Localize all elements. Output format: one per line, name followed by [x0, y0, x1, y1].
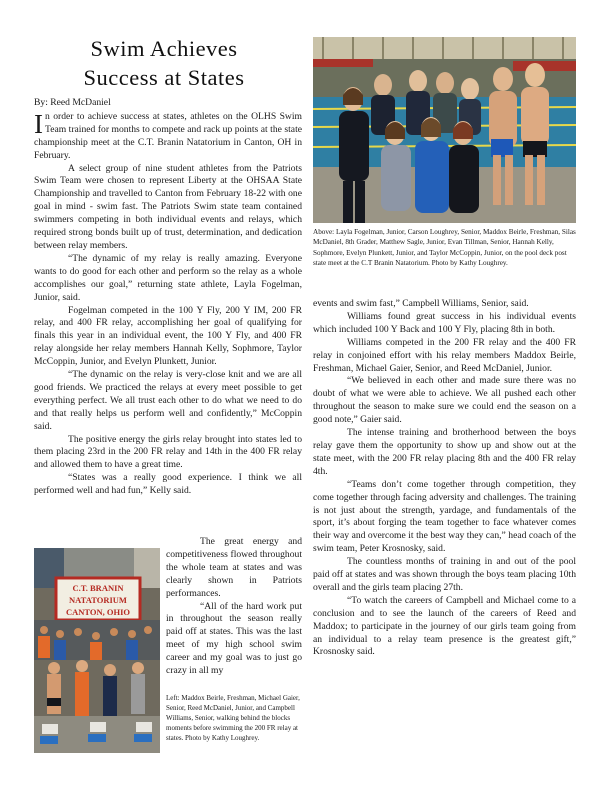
- banner-text-line-2: NATATORIUM: [69, 595, 127, 605]
- byline: By: Reed McDaniel: [34, 97, 111, 108]
- article-title-line-2: Success at States: [83, 65, 245, 90]
- paragraph: The positive energy the girls relay brought into states led to them placing 23rd in the 200 FR relay and 14th in the 400 FR relay and allowed them to have a great time.: [34, 433, 302, 471]
- article-title-line-1: Swim Achieves: [90, 36, 238, 61]
- article-column-left: [34, 97, 302, 498]
- paragraph: The countless months of training in and out of the pool paid off at states and was shown through the boys team placing 10th overall and the girls team placing 27th.: [313, 556, 576, 593]
- paragraph: “The dynamic on the relay is very-close knit and we are all good friends. We practiced the relays at every meet possible to get everything perfect. We all trust each other to do what we need to do and that really helps us perform well and confidently,” McCoppin said.: [34, 369, 302, 432]
- paragraph: The great energy and competitiveness flowed throughout the whole team at states and was clearly shown in Patriots performances.: [166, 536, 302, 599]
- paragraph: Williams competed in the 200 FR relay and the 400 FR relay in conjoined effort with his relay members Maddox Beirle, Freshman, Michael Gaier, Senior, and Reed McDaniel, Junior.: [313, 336, 576, 374]
- paragraph: “States was a really good experience. I think we all performed well and had fun,” Kelly said.: [34, 472, 302, 497]
- paragraph: “The dynamic of my relay is really amazing. Everyone wants to do good for each other and perform so the relay as a whole accomplishes our goal,” returning state athlete, Layla Fogelman, Junior, said.: [34, 252, 302, 303]
- article-column-right: [313, 298, 576, 659]
- article-title: [30, 34, 298, 92]
- paragraph: “All of the hard work put in throughout the season really paid off at states. This was the last meet of my high school swim career and my goal was to just go crazy in all my: [166, 600, 302, 677]
- paragraph: “Teams don’t come together through competition, they come together through facing adversity and challenges. The training is not just about the strength, yardage, and fundamentals of the sport, it’s about forging the team together to face whatever comes their way and overcome it the best way they can,” head coach of the swim team, Peter Krosnosky, said.: [313, 478, 576, 555]
- paragraph: The intense training and brotherhood between the boys relay gave them the opportunity to show up and show out at the state meet, with the 200 FR relay placing 8th and the 400 FR relay 4th.: [313, 427, 576, 477]
- team-photo: [313, 37, 576, 223]
- paragraph-continued: events and swim fast,” Campbell Williams, Senior, said.: [313, 298, 529, 309]
- team-photo-caption: Above: Layla Fogelman, Junior, Carson Loughrey, Senior, Maddox Beirle, Freshman, Silas McDaniel, 8th Grader, Matthew Sagle, Junior, Evan Tillman, Senior, Hannah Kelly, Sophmore, Evelyn Plunkett, Junior, and Taylor McCoppin, Junior, on the pool deck post state meet at the C.T Branin Natatorium. Photo by Kathy Loughrey.: [313, 228, 576, 267]
- paragraph-intro: [34, 108, 302, 163]
- paragraph: Williams found great success in his individual events which included 100 Y Back and 100 Y Fly, placing 8th in both.: [313, 310, 576, 335]
- blocks-photo-caption: Left: Maddox Beirle, Freshman, Michael Gaier, Senior, Reed McDaniel, Junior, and Campbell Williams, Senior, walking behind the blocks moments before swimming the 200 FR relay at states. Photo by Kathy Loughrey.: [166, 694, 300, 742]
- paragraph-intro-text: n order to achieve success at states, athletes on the OLHS Swim Team trained for months to compete and rack up points at the state championship meet at the C.T. Branin Natatorium in Canton, OH in February.: [34, 110, 302, 161]
- paragraph: A select group of nine student athletes from the Patriots Swim Team were chosen to represent Liberty at the OHSAA State Championship and travelled to Canton from February 18-22 with one goal in mind - swim fast. The Patriots Swim state team contained swimmers competing in both individual events and relays, which required strong bonds built up of trust, determination, and dedication between relay members.: [34, 162, 302, 251]
- banner-text-line-1: C.T. BRANIN: [72, 583, 124, 593]
- paragraph: “We believed in each other and made sure there was no doubt of what we were able to achieve. We all pushed each other throughout the season to make sure we could end the season on a good note,” Gaier said.: [313, 375, 576, 426]
- blocks-photo: [34, 548, 160, 753]
- paragraph: “To watch the careers of Campbell and Michael come to a conclusion and to see the launch of the careers of Reed and Maddox; to participate in the journey of our girls team going from an individual to a relay team presence is the greatest gift,” Krosnosky said.: [313, 594, 576, 658]
- drop-cap: I: [34, 108, 43, 139]
- paragraph: Fogelman competed in the 100 Y Fly, 200 Y IM, 200 FR relay, and 400 FR relay, accomplishing her goal of qualifying for finals this year in an individual event, the 100 Y Fly, and 400 FR relay alongside her relay members Hannah Kelly, Sophmore, Taylor McCoppin, Junior, and Evelyn Plunkett, Junior.: [34, 304, 302, 368]
- article-column-narrow: [166, 536, 302, 678]
- banner-text-line-3: CANTON, OHIO: [65, 607, 131, 617]
